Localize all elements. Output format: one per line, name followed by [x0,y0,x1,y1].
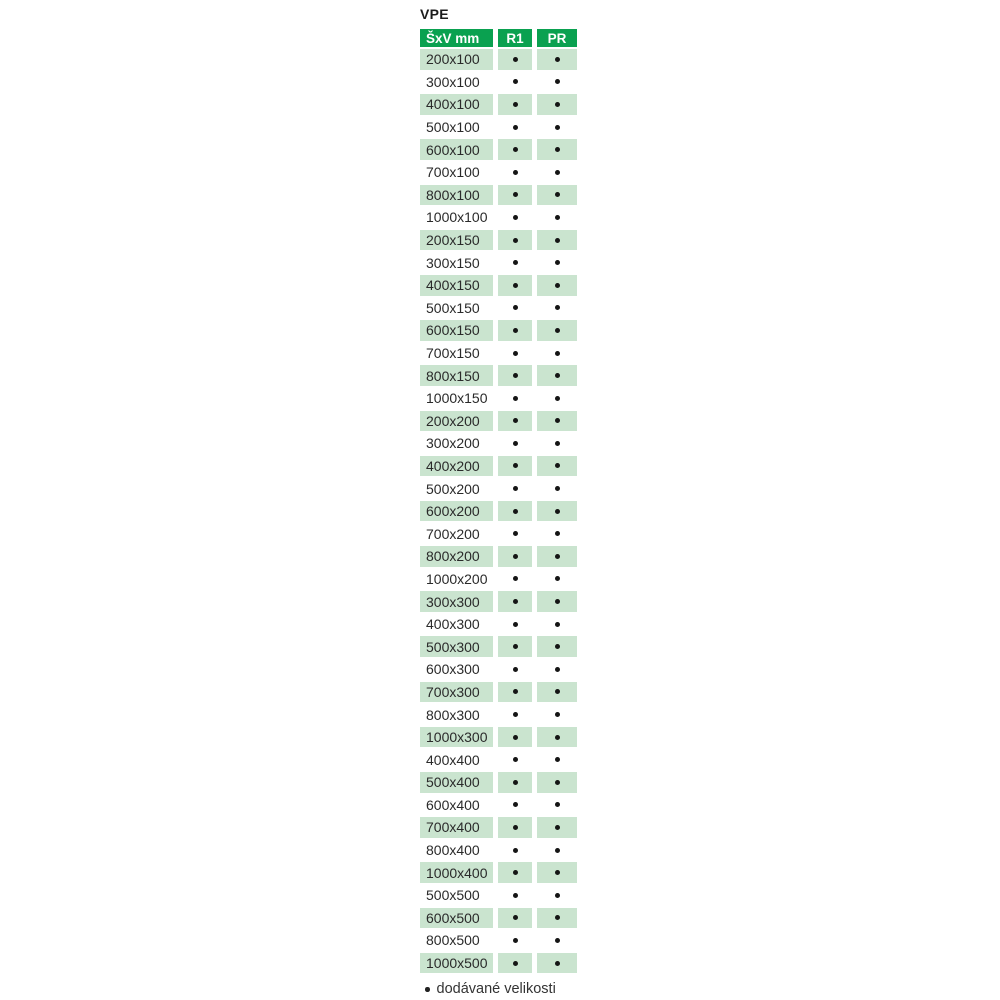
size-cell: 400x150 [420,275,493,296]
r1-cell [498,433,532,454]
pr-cell [537,365,577,386]
table-row [420,72,590,93]
table-row [420,433,590,454]
bullet-icon [555,260,560,265]
bullet-icon [513,147,518,152]
bullet-icon [513,622,518,627]
pr-cell [537,456,577,477]
bullet-icon [513,712,518,717]
size-cell: 300x100 [420,72,493,93]
size-cell: 1000x200 [420,569,493,590]
pr-cell [537,185,577,206]
pr-cell [537,275,577,296]
bullet-icon [555,57,560,62]
pr-cell [537,207,577,228]
table-row [420,885,590,906]
bullet-icon [513,215,518,220]
table-row [420,614,590,635]
pr-cell [537,343,577,364]
table-row [420,659,590,680]
table-row [420,727,590,748]
bullet-icon [555,509,560,514]
bullet-icon [555,689,560,694]
r1-cell [498,275,532,296]
bullet-icon [513,57,518,62]
bullet-icon [513,870,518,875]
column-header-size: ŠxV mm [420,29,493,47]
pr-cell [537,388,577,409]
r1-cell [498,546,532,567]
bullet-icon [513,305,518,310]
table-row [420,636,590,657]
r1-cell [498,930,532,951]
pr-cell [537,569,577,590]
r1-cell [498,727,532,748]
size-cell: 300x300 [420,591,493,612]
bullet-icon [555,373,560,378]
pr-cell [537,591,577,612]
size-cell: 1000x100 [420,207,493,228]
r1-cell [498,388,532,409]
table-row [420,388,590,409]
size-cell: 400x300 [420,614,493,635]
bullet-icon [513,509,518,514]
bullet-icon [555,283,560,288]
bullet-icon [513,667,518,672]
bullet-icon [555,441,560,446]
bullet-icon [555,305,560,310]
size-cell: 800x300 [420,704,493,725]
bullet-icon [555,531,560,536]
table-row [420,275,590,296]
bullet-icon [425,987,430,992]
bullet-icon [513,915,518,920]
bullet-icon [513,780,518,785]
table-row [420,953,590,974]
size-table [420,29,590,973]
bullet-icon [555,328,560,333]
bullet-icon [513,961,518,966]
bullet-icon [555,644,560,649]
table-row [420,840,590,861]
bullet-icon [555,938,560,943]
r1-cell [498,411,532,432]
bullet-icon [513,576,518,581]
r1-cell [498,795,532,816]
r1-cell [498,456,532,477]
column-header-r1: R1 [498,29,532,47]
pr-cell [537,49,577,70]
bullet-icon [513,531,518,536]
pr-cell [537,117,577,138]
size-cell: 600x200 [420,501,493,522]
pr-cell [537,749,577,770]
bullet-icon [513,735,518,740]
table-row [420,817,590,838]
bullet-icon [555,102,560,107]
size-cell: 700x100 [420,162,493,183]
r1-cell [498,320,532,341]
r1-cell [498,840,532,861]
r1-cell [498,117,532,138]
bullet-icon [555,961,560,966]
bullet-icon [555,576,560,581]
table-row [420,908,590,929]
size-cell: 500x100 [420,117,493,138]
pr-cell [537,320,577,341]
bullet-icon [513,825,518,830]
pr-cell [537,636,577,657]
size-cell: 1000x300 [420,727,493,748]
size-cell: 500x150 [420,298,493,319]
bullet-icon [513,351,518,356]
size-cell: 700x200 [420,523,493,544]
bullet-icon [513,102,518,107]
size-cell: 300x150 [420,252,493,273]
r1-cell [498,908,532,929]
size-cell: 500x400 [420,772,493,793]
size-cell: 400x200 [420,456,493,477]
table-row [420,501,590,522]
size-cell: 800x150 [420,365,493,386]
table-row [420,862,590,883]
bullet-icon [555,396,560,401]
pr-cell [537,162,577,183]
table-title: VPE [420,6,449,22]
table-row [420,252,590,273]
bullet-icon [513,938,518,943]
bullet-icon [513,328,518,333]
pr-cell [537,930,577,951]
r1-cell [498,343,532,364]
bullet-icon [513,373,518,378]
bullet-icon [513,238,518,243]
size-cell: 800x500 [420,930,493,951]
table-row [420,749,590,770]
bullet-icon [555,463,560,468]
pr-cell [537,523,577,544]
bullet-icon [513,689,518,694]
bullet-icon [513,418,518,423]
size-cell: 600x300 [420,659,493,680]
table-row [420,117,590,138]
size-cell: 1000x150 [420,388,493,409]
table-row [420,365,590,386]
r1-cell [498,569,532,590]
bullet-icon [513,848,518,853]
bullet-icon [555,825,560,830]
r1-cell [498,591,532,612]
bullet-icon [513,644,518,649]
size-cell: 200x150 [420,230,493,251]
size-cell: 200x100 [420,49,493,70]
pr-cell [537,614,577,635]
table-header-row [420,29,590,47]
pr-cell [537,139,577,160]
bullet-icon [555,780,560,785]
pr-cell [537,908,577,929]
size-cell: 600x400 [420,795,493,816]
table-row [420,546,590,567]
bullet-icon [555,893,560,898]
bullet-icon [555,622,560,627]
table-row [420,772,590,793]
r1-cell [498,636,532,657]
pr-cell [537,704,577,725]
bullet-icon [555,802,560,807]
r1-cell [498,682,532,703]
bullet-icon [555,870,560,875]
r1-cell [498,252,532,273]
pr-cell [537,94,577,115]
pr-cell [537,953,577,974]
table-row [420,94,590,115]
size-cell: 800x200 [420,546,493,567]
pr-cell [537,727,577,748]
r1-cell [498,139,532,160]
size-cell: 1000x500 [420,953,493,974]
r1-cell [498,162,532,183]
size-cell: 400x100 [420,94,493,115]
size-cell: 500x500 [420,885,493,906]
bullet-icon [555,757,560,762]
bullet-icon [555,915,560,920]
bullet-icon [555,735,560,740]
bullet-icon [555,215,560,220]
table-row [420,930,590,951]
table-row [420,320,590,341]
bullet-icon [513,893,518,898]
size-cell: 600x500 [420,908,493,929]
table-row [420,230,590,251]
bullet-icon [513,79,518,84]
size-cell: 300x200 [420,433,493,454]
pr-cell [537,772,577,793]
bullet-icon [555,554,560,559]
table-row [420,682,590,703]
r1-cell [498,885,532,906]
r1-cell [498,817,532,838]
r1-cell [498,207,532,228]
bullet-icon [555,351,560,356]
table-row [420,523,590,544]
table-row [420,478,590,499]
table-row [420,49,590,70]
table-row [420,343,590,364]
bullet-icon [513,463,518,468]
table-row [420,298,590,319]
table-row [420,795,590,816]
size-cell: 500x200 [420,478,493,499]
table-row [420,456,590,477]
bullet-icon [513,441,518,446]
r1-cell [498,772,532,793]
pr-cell [537,817,577,838]
table-row [420,569,590,590]
bullet-icon [513,283,518,288]
size-cell: 600x150 [420,320,493,341]
r1-cell [498,230,532,251]
size-cell: 200x200 [420,411,493,432]
pr-cell [537,885,577,906]
r1-cell [498,614,532,635]
pr-cell [537,252,577,273]
r1-cell [498,94,532,115]
bullet-icon [555,418,560,423]
bullet-icon [513,802,518,807]
pr-cell [537,433,577,454]
size-cell: 700x400 [420,817,493,838]
legend-note-text: dodávané velikosti [436,981,556,998]
bullet-icon [555,79,560,84]
r1-cell [498,49,532,70]
pr-cell [537,478,577,499]
vpe-size-table-block [420,6,590,997]
r1-cell [498,659,532,680]
table-row [420,411,590,432]
r1-cell [498,298,532,319]
pr-cell [537,840,577,861]
pr-cell [537,411,577,432]
legend-note [420,981,590,997]
bullet-icon [513,554,518,559]
pr-cell [537,795,577,816]
r1-cell [498,523,532,544]
size-cell: 700x150 [420,343,493,364]
pr-cell [537,546,577,567]
size-cell: 800x400 [420,840,493,861]
r1-cell [498,953,532,974]
bullet-icon [555,712,560,717]
r1-cell [498,478,532,499]
r1-cell [498,749,532,770]
pr-cell [537,298,577,319]
bullet-icon [555,848,560,853]
bullet-icon [513,260,518,265]
bullet-icon [513,757,518,762]
size-cell: 1000x400 [420,862,493,883]
table-row [420,139,590,160]
size-cell: 500x300 [420,636,493,657]
bullet-icon [555,170,560,175]
bullet-icon [513,192,518,197]
pr-cell [537,862,577,883]
r1-cell [498,862,532,883]
bullet-icon [513,170,518,175]
table-row [420,704,590,725]
bullet-icon [513,486,518,491]
bullet-icon [513,125,518,130]
r1-cell [498,365,532,386]
bullet-icon [513,599,518,604]
table-row [420,591,590,612]
bullet-icon [555,147,560,152]
r1-cell [498,501,532,522]
bullet-icon [555,486,560,491]
size-cell: 800x100 [420,185,493,206]
r1-cell [498,185,532,206]
size-cell: 400x400 [420,749,493,770]
table-row [420,207,590,228]
pr-cell [537,230,577,251]
size-cell: 700x300 [420,682,493,703]
bullet-icon [555,125,560,130]
pr-cell [537,659,577,680]
r1-cell [498,72,532,93]
bullet-icon [513,396,518,401]
bullet-icon [555,667,560,672]
pr-cell [537,682,577,703]
pr-cell [537,501,577,522]
table-row [420,162,590,183]
r1-cell [498,704,532,725]
bullet-icon [555,599,560,604]
column-header-pr: PR [537,29,577,47]
bullet-icon [555,238,560,243]
pr-cell [537,72,577,93]
bullet-icon [555,192,560,197]
table-row [420,185,590,206]
size-cell: 600x100 [420,139,493,160]
